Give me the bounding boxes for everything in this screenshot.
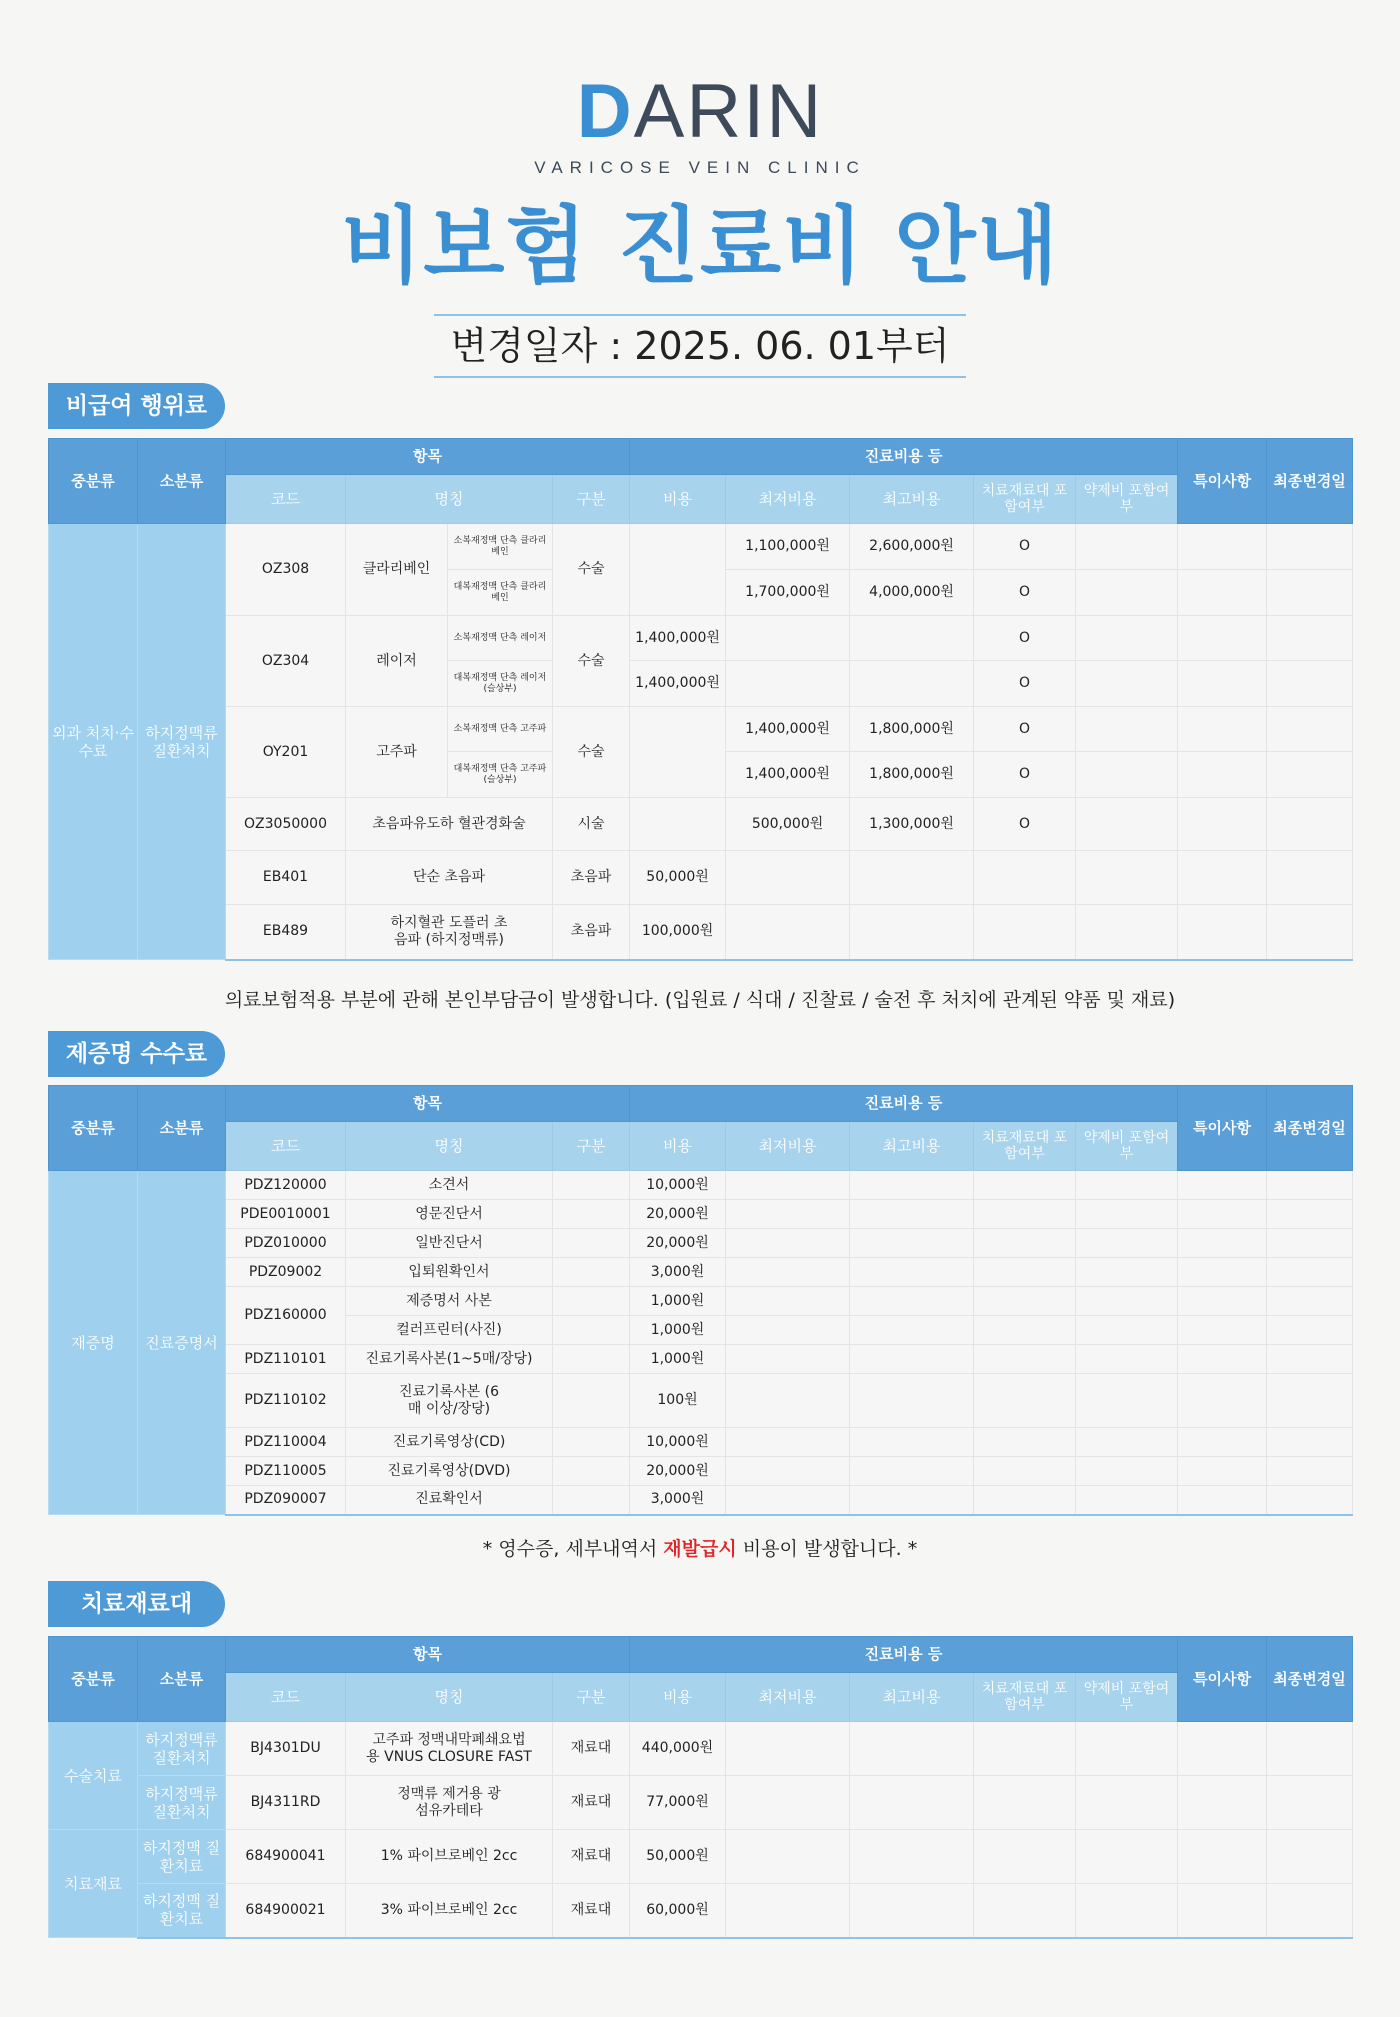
cost-cell: 20,000원: [630, 1457, 726, 1486]
category-cell: 외과 처치·수수료: [49, 524, 138, 960]
type-cell: 수술: [553, 524, 630, 616]
min-cost-cell: 1,100,000원: [726, 524, 850, 570]
material-included-cell: [974, 905, 1076, 960]
cost-cell: 20,000원: [630, 1200, 726, 1229]
detail-cell: 소복재정맥 단측 고주파: [448, 707, 553, 752]
noncovered-procedures-table: [48, 438, 1353, 961]
type-cell: 수술: [553, 707, 630, 798]
col-drug-included: 약제비 포함여부: [1076, 475, 1178, 524]
logo-subtitle: VARICOSE VEIN CLINIC: [534, 158, 866, 177]
type-cell: 초음파: [553, 905, 630, 960]
code-cell: OZ3050000: [226, 798, 346, 851]
col-code: 코드: [226, 1122, 346, 1171]
table-row: [49, 1830, 1353, 1884]
cost-cell: 3,000원: [630, 1258, 726, 1287]
cost-cell: 1,000원: [630, 1316, 726, 1345]
max-cost-cell: 1,300,000원: [850, 798, 974, 851]
code-cell: BJ4301DU: [226, 1722, 346, 1776]
cost-cell: 60,000원: [630, 1884, 726, 1938]
material-included-cell: O: [974, 616, 1076, 661]
type-cell: [553, 1345, 630, 1374]
name-cell: 1% 파이브로베인 2cc: [346, 1830, 553, 1884]
min-cost-cell: 500,000원: [726, 798, 850, 851]
remarks-cell: [1178, 707, 1267, 752]
name-cell: 3% 파이브로베인 2cc: [346, 1884, 553, 1938]
drug-included-cell: [1076, 752, 1178, 798]
name-cell: 소견서: [346, 1171, 553, 1200]
remarks-cell: [1178, 851, 1267, 905]
subcategory-cell: 하지정맥 질환치료: [138, 1884, 226, 1938]
col-cost-group: 진료비용 등: [630, 1086, 1178, 1122]
code-cell: PDZ110004: [226, 1428, 346, 1457]
subcategory-cell: 하지정맥류 질환처치: [138, 524, 226, 960]
col-remarks: 특이사항: [1178, 1637, 1267, 1722]
last-changed-cell: [1267, 616, 1353, 661]
col-material-included: 치료재료대 포함여부: [974, 1673, 1076, 1722]
cost-cell: 50,000원: [630, 851, 726, 905]
col-last-changed: 최종변경일: [1267, 1086, 1353, 1171]
type-cell: 초음파: [553, 851, 630, 905]
type-cell: [553, 1486, 630, 1515]
col-code: 코드: [226, 475, 346, 524]
material-included-cell: O: [974, 752, 1076, 798]
reissue-note-end: 비용이 발생합니다. *: [736, 1538, 918, 1560]
type-cell: [553, 1229, 630, 1258]
remarks-cell: [1178, 616, 1267, 661]
name-cell: 진료기록사본 (6매 이상/장당): [346, 1374, 553, 1428]
table-row: [49, 905, 1353, 960]
cost-cell: [630, 707, 726, 798]
type-cell: [553, 1171, 630, 1200]
category-cell: 치료재료: [49, 1830, 138, 1938]
drug-included-cell: [1076, 570, 1178, 616]
max-cost-cell: [850, 661, 974, 707]
table-row: [49, 524, 1353, 570]
col-cost: 비용: [630, 1122, 726, 1171]
code-cell: EB401: [226, 851, 346, 905]
max-cost-cell: [850, 905, 974, 960]
table-row: [49, 1200, 1353, 1229]
col-code: 코드: [226, 1673, 346, 1722]
certificate-fees-table: [48, 1085, 1353, 1516]
code-cell: PDZ160000: [226, 1287, 346, 1345]
col-name: 명칭: [346, 1122, 553, 1171]
col-type: 구분: [553, 1122, 630, 1171]
col-type: 구분: [553, 475, 630, 524]
table-row: [49, 851, 1353, 905]
detail-cell: 대복재정맥 단측 레이저(슬상부): [448, 661, 553, 707]
min-cost-cell: 1,700,000원: [726, 570, 850, 616]
table-row: [49, 1486, 1353, 1515]
detail-cell: 대복재정맥 단측 고주파(슬상부): [448, 752, 553, 798]
cost-cell: [630, 798, 726, 851]
remarks-cell: [1178, 752, 1267, 798]
insurance-note: 의료보험적용 부분에 관해 본인부담금이 발생합니다. (입원료 / 식대 / 진찰료 / 술전 후 처치에 관계된 약품 및 재료): [224, 989, 1176, 1011]
cost-cell: 77,000원: [630, 1776, 726, 1830]
col-min-cost: 최저비용: [726, 1122, 850, 1171]
detail-cell: 소복재정맥 단측 레이저: [448, 616, 553, 661]
subcategory-cell: 하지정맥류 질환처치: [138, 1722, 226, 1776]
drug-included-cell: [1076, 905, 1178, 960]
name-cell: 영문진단서: [346, 1200, 553, 1229]
name-cell: 진료기록영상(DVD): [346, 1457, 553, 1486]
code-cell: PDZ010000: [226, 1229, 346, 1258]
name-cell: 고주파 정맥내막폐쇄요법용 VNUS CLOSURE FAST: [346, 1722, 553, 1776]
type-cell: [553, 1457, 630, 1486]
col-material-included: 치료재료대 포함여부: [974, 1122, 1076, 1171]
drug-included-cell: [1076, 798, 1178, 851]
type-cell: 재료대: [553, 1830, 630, 1884]
remarks-cell: [1178, 798, 1267, 851]
cost-cell: 50,000원: [630, 1830, 726, 1884]
name-cell: 단순 초음파: [346, 851, 553, 905]
drug-included-cell: [1076, 707, 1178, 752]
section-title-certificate-fees: 제증명 수수료: [48, 1031, 225, 1077]
cost-cell: 20,000원: [630, 1229, 726, 1258]
table-row: [49, 1428, 1353, 1457]
cost-cell: [630, 524, 726, 616]
col-last-changed: 최종변경일: [1267, 439, 1353, 524]
col-max-cost: 최고비용: [850, 475, 974, 524]
col-subcategory: 소분류: [138, 1637, 226, 1722]
min-cost-cell: [726, 661, 850, 707]
type-cell: 재료대: [553, 1884, 630, 1938]
min-cost-cell: [726, 851, 850, 905]
max-cost-cell: [850, 616, 974, 661]
code-cell: BJ4311RD: [226, 1776, 346, 1830]
name-cell: 컬러프린터(사진): [346, 1316, 553, 1345]
col-last-changed: 최종변경일: [1267, 1637, 1353, 1722]
col-category: 중분류: [49, 439, 138, 524]
drug-included-cell: [1076, 616, 1178, 661]
last-changed-cell: [1267, 524, 1353, 570]
subcategory-cell: 하지정맥 질환치료: [138, 1830, 226, 1884]
remarks-cell: [1178, 905, 1267, 960]
section-title-treatment-materials: 치료재료대: [48, 1581, 225, 1627]
last-changed-cell: [1267, 570, 1353, 616]
name-cell: 입퇴원확인서: [346, 1258, 553, 1287]
type-cell: [553, 1316, 630, 1345]
min-cost-cell: 1,400,000원: [726, 707, 850, 752]
code-cell: 684900041: [226, 1830, 346, 1884]
table-row: [49, 1258, 1353, 1287]
max-cost-cell: 1,800,000원: [850, 707, 974, 752]
min-cost-cell: [726, 905, 850, 960]
cost-cell: 100,000원: [630, 905, 726, 960]
drug-included-cell: [1076, 851, 1178, 905]
col-max-cost: 최고비용: [850, 1673, 974, 1722]
max-cost-cell: 1,800,000원: [850, 752, 974, 798]
code-cell: PDZ090007: [226, 1486, 346, 1515]
col-min-cost: 최저비용: [726, 1673, 850, 1722]
table-row: [49, 616, 1353, 661]
table-row: [49, 1374, 1353, 1428]
col-name: 명칭: [346, 1673, 553, 1722]
col-remarks: 특이사항: [1178, 1086, 1267, 1171]
col-type: 구분: [553, 1673, 630, 1722]
cost-cell: 1,400,000원: [630, 661, 726, 707]
remarks-cell: [1178, 661, 1267, 707]
code-cell: PDZ110102: [226, 1374, 346, 1428]
name-cell: 제증명서 사본: [346, 1287, 553, 1316]
col-category: 중분류: [49, 1637, 138, 1722]
min-cost-cell: [726, 616, 850, 661]
col-category: 중분류: [49, 1086, 138, 1171]
col-drug-included: 약제비 포함여부: [1076, 1673, 1178, 1722]
name-cell: 진료기록사본(1~5매/장당): [346, 1345, 553, 1374]
code-cell: OY201: [226, 707, 346, 798]
detail-cell: 소복재정맥 단측 클라리베인: [448, 524, 553, 570]
table-row: [49, 1776, 1353, 1830]
last-changed-cell: [1267, 752, 1353, 798]
code-cell: EB489: [226, 905, 346, 960]
category-cell: 수술치료: [49, 1722, 138, 1830]
col-subcategory: 소분류: [138, 1086, 226, 1171]
category-cell: 재증명: [49, 1171, 138, 1515]
col-item-group: 항목: [226, 1637, 630, 1673]
cost-cell: 440,000원: [630, 1722, 726, 1776]
reissue-note-highlight: 재발급시: [663, 1538, 737, 1560]
min-cost-cell: 1,400,000원: [726, 752, 850, 798]
cost-cell: 100원: [630, 1374, 726, 1428]
col-cost-group: 진료비용 등: [630, 439, 1178, 475]
type-cell: [553, 1374, 630, 1428]
type-cell: [553, 1287, 630, 1316]
type-cell: [553, 1428, 630, 1457]
last-changed-cell: [1267, 851, 1353, 905]
material-included-cell: O: [974, 524, 1076, 570]
material-included-cell: [974, 851, 1076, 905]
col-material-included: 치료재료대 포함여부: [974, 475, 1076, 524]
max-cost-cell: [850, 851, 974, 905]
last-changed-cell: [1267, 798, 1353, 851]
reissue-note-start: * 영수증, 세부내역서: [482, 1538, 664, 1560]
table-row: [49, 707, 1353, 752]
last-changed-cell: [1267, 905, 1353, 960]
type-cell: 재료대: [553, 1722, 630, 1776]
remarks-cell: [1178, 570, 1267, 616]
table-row: [49, 1457, 1353, 1486]
max-cost-cell: 2,600,000원: [850, 524, 974, 570]
drug-included-cell: [1076, 524, 1178, 570]
code-cell: PDZ110101: [226, 1345, 346, 1374]
max-cost-cell: 4,000,000원: [850, 570, 974, 616]
last-changed-cell: [1267, 707, 1353, 752]
col-cost: 비용: [630, 475, 726, 524]
name-cell: 정맥류 제거용 광섬유카테타: [346, 1776, 553, 1830]
remarks-cell: [1178, 524, 1267, 570]
subcategory-cell: 하지정맥류 질환처치: [138, 1776, 226, 1830]
treatment-materials-table: [48, 1636, 1353, 1939]
cost-cell: 1,000원: [630, 1287, 726, 1316]
subcategory-cell: 진료증명서: [138, 1171, 226, 1515]
code-cell: OZ308: [226, 524, 346, 616]
clinic-logo: [0, 69, 1400, 154]
reissue-note: [0, 1534, 1400, 1561]
table-row: [49, 1345, 1353, 1374]
cost-cell: 1,400,000원: [630, 616, 726, 661]
cost-cell: 10,000원: [630, 1171, 726, 1200]
drug-included-cell: [1076, 661, 1178, 707]
table-row: [49, 798, 1353, 851]
table-row: [49, 1287, 1353, 1316]
material-included-cell: O: [974, 661, 1076, 707]
type-cell: 재료대: [553, 1776, 630, 1830]
name-cell: 진료확인서: [346, 1486, 553, 1515]
page-title: 비보험 진료비 안내: [341, 197, 1059, 295]
col-min-cost: 최저비용: [726, 475, 850, 524]
logo-letter: D: [576, 69, 634, 154]
type-cell: [553, 1258, 630, 1287]
table-row: [49, 1171, 1353, 1200]
col-max-cost: 최고비용: [850, 1122, 974, 1171]
name-cell: 클라리베인: [346, 524, 448, 616]
col-drug-included: 약제비 포함여부: [1076, 1122, 1178, 1171]
table-row: [49, 1722, 1353, 1776]
col-subcategory: 소분류: [138, 439, 226, 524]
name-cell: 고주파: [346, 707, 448, 798]
material-included-cell: O: [974, 570, 1076, 616]
cost-cell: 3,000원: [630, 1486, 726, 1515]
code-cell: PDZ09002: [226, 1258, 346, 1287]
code-cell: PDE0010001: [226, 1200, 346, 1229]
col-remarks: 특이사항: [1178, 439, 1267, 524]
col-item-group: 항목: [226, 439, 630, 475]
name-cell: 레이저: [346, 616, 448, 707]
table-row: [49, 1884, 1353, 1938]
code-cell: PDZ120000: [226, 1171, 346, 1200]
name-cell: 일반진단서: [346, 1229, 553, 1258]
code-cell: OZ304: [226, 616, 346, 707]
material-included-cell: O: [974, 707, 1076, 752]
section-title-noncovered-procedures: 비급여 행위료: [48, 383, 225, 429]
col-cost: 비용: [630, 1673, 726, 1722]
cost-cell: 10,000원: [630, 1428, 726, 1457]
effective-date: 변경일자 : 2025. 06. 01부터: [434, 314, 966, 378]
material-included-cell: O: [974, 798, 1076, 851]
code-cell: 684900021: [226, 1884, 346, 1938]
table-row: [49, 1229, 1353, 1258]
col-cost-group: 진료비용 등: [630, 1637, 1178, 1673]
name-cell: 진료기록영상(CD): [346, 1428, 553, 1457]
type-cell: 수술: [553, 616, 630, 707]
name-cell: 초음파유도하 혈관경화술: [346, 798, 553, 851]
type-cell: [553, 1200, 630, 1229]
name-cell: 하지혈관 도플러 초음파 (하지정맥류): [346, 905, 553, 960]
col-item-group: 항목: [226, 1086, 630, 1122]
col-name: 명칭: [346, 475, 553, 524]
detail-cell: 대복재정맥 단측 클라리베인: [448, 570, 553, 616]
type-cell: 시술: [553, 798, 630, 851]
code-cell: PDZ110005: [226, 1457, 346, 1486]
cost-cell: 1,000원: [630, 1345, 726, 1374]
last-changed-cell: [1267, 661, 1353, 707]
logo-text: ARIN: [633, 69, 824, 154]
